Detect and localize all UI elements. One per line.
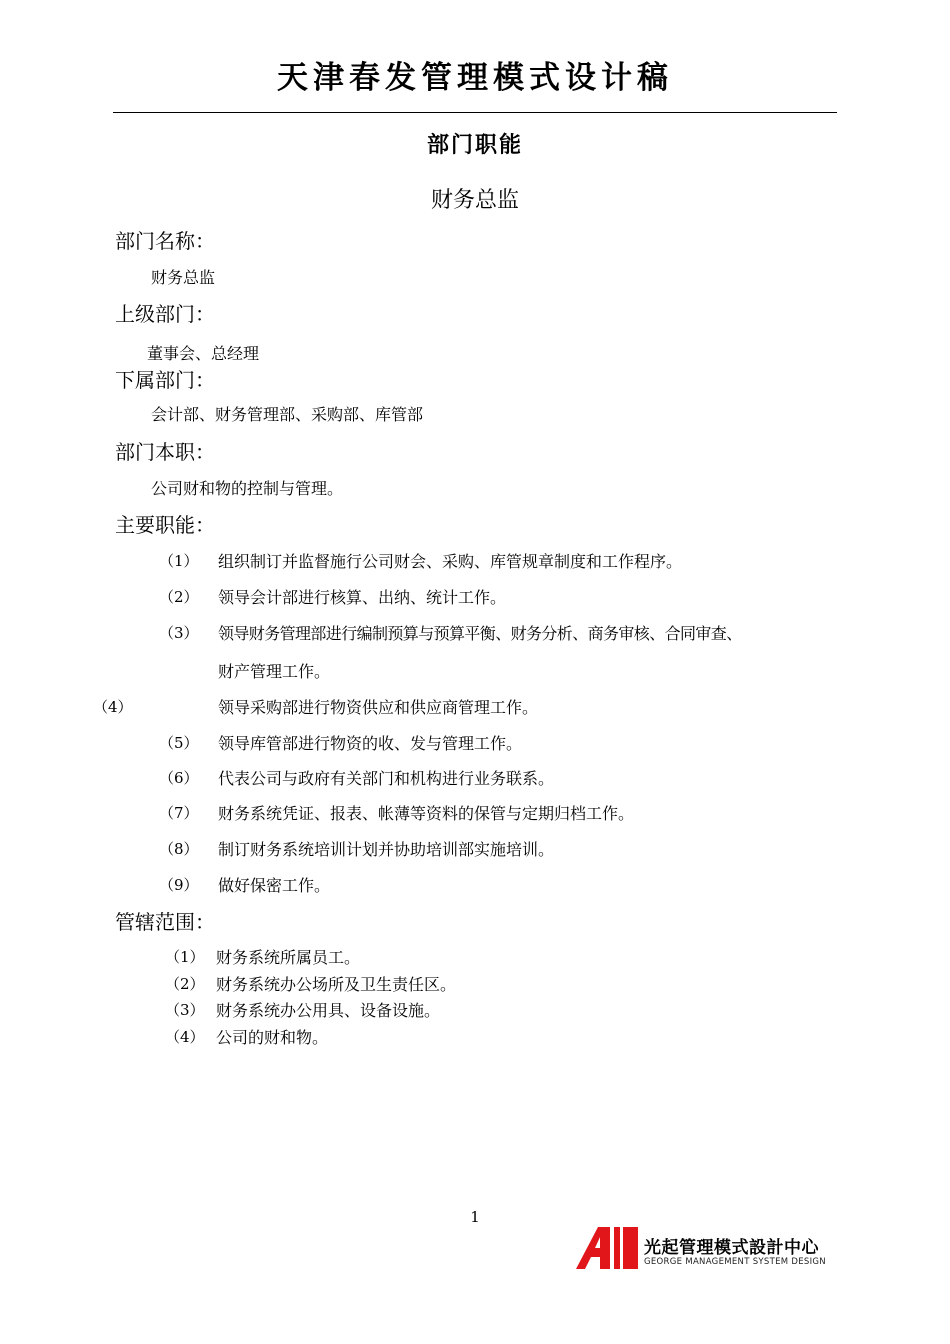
scope-item: 财务系统办公用具、设备设施。 (216, 1001, 441, 1020)
function-item: 制订财务系统培训计划并协助培训部实施培训。 (218, 840, 555, 859)
function-item-continued: 财产管理工作。 (218, 662, 331, 681)
document-title: 天津春发管理模式设计稿 (277, 60, 673, 96)
dept-name-heading: 部门名称： (115, 229, 215, 253)
function-number: （7） (159, 804, 199, 822)
scope-heading: 管辖范围： (115, 910, 215, 934)
logo-name: 光起管理模式設計中心 (644, 1238, 819, 1258)
function-number: （2） (159, 588, 199, 606)
function-number: （5） (159, 734, 199, 752)
function-item: 领导采购部进行物资供应和供应商管理工作。 (218, 698, 539, 717)
scope-item: 公司的财和物。 (216, 1028, 329, 1047)
scope-number: （1） (165, 948, 205, 966)
dept-name-value: 财务总监 (151, 268, 216, 287)
main-functions-heading: 主要职能： (115, 513, 215, 537)
scope-item: 财务系统所属员工。 (216, 948, 361, 967)
scope-number: （4） (165, 1028, 205, 1046)
function-item: 财务系统凭证、报表、帐薄等资料的保管与定期归档工作。 (218, 804, 635, 823)
function-number: （3） (159, 624, 199, 642)
header-divider (113, 112, 837, 113)
scope-number: （2） (165, 975, 205, 993)
dept-duty-value: 公司财和物的控制与管理。 (151, 479, 344, 498)
logo-a-icon (576, 1227, 638, 1271)
logo-english: GEORGE MANAGEMENT SYSTEM DESIGN (644, 1257, 826, 1267)
subordinate-dept-heading: 下属部门： (115, 368, 215, 392)
function-number: （4） (93, 698, 133, 716)
superior-dept-heading: 上级部门： (115, 302, 215, 326)
function-item: 领导会计部进行核算、出纳、统计工作。 (218, 588, 507, 607)
function-number: （1） (159, 552, 199, 570)
function-item: 组织制订并监督施行公司财会、采购、库管规章制度和工作程序。 (218, 552, 683, 571)
subordinate-dept-value: 会计部、财务管理部、采购部、库管部 (151, 405, 424, 424)
scope-number: （3） (165, 1001, 205, 1019)
dept-duty-heading: 部门本职： (115, 440, 215, 464)
page-number: 1 (470, 1208, 480, 1226)
section-title: 部门职能 (426, 133, 523, 158)
scope-item: 财务系统办公场所及卫生责任区。 (216, 975, 457, 994)
position-title: 财务总监 (430, 188, 519, 213)
function-number: （8） (159, 840, 199, 858)
company-logo (576, 1226, 846, 1272)
function-item: 做好保密工作。 (218, 876, 331, 895)
function-item: 领导财务管理部进行编制预算与预算平衡、财务分析、商务审核、合同审查、 (218, 624, 742, 643)
function-item: 领导库管部进行物资的收、发与管理工作。 (218, 734, 523, 753)
superior-dept-value: 董事会、总经理 (147, 344, 260, 363)
function-number: （6） (159, 769, 199, 787)
function-number: （9） (159, 876, 199, 894)
function-item: 代表公司与政府有关部门和机构进行业务联系。 (218, 769, 555, 788)
